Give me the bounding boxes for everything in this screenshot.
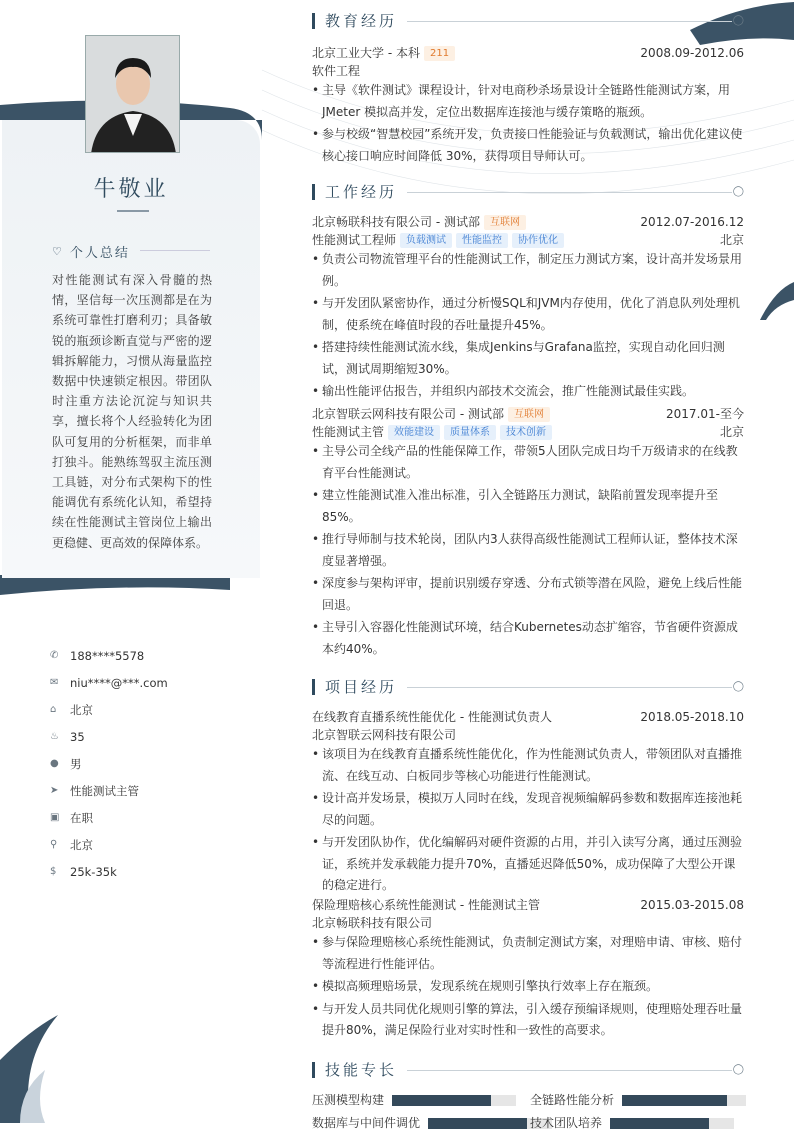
list-item: • 与开发团队协作，优化编解码对硬件资源的占用，并引入读写分离，通过压测验证，系统并发承载能力提升70%，直播延迟降低50%，成功保障了大型公开课的稳定进行。 <box>312 832 744 897</box>
project-company: 北京智联云网科技有限公司 <box>312 728 457 742</box>
list-item: • 模拟高频理赔场景，发现系统在规则引擎执行效率上存在瓶颈。 <box>312 976 744 998</box>
list-item: • 深度参与架构评审，提前识别缓存穿透、分布式锁等潜在风险，避免上线后性能回退。 <box>312 573 744 616</box>
skill-bar <box>622 1095 746 1106</box>
skill-tag: 协作优化 <box>512 233 564 248</box>
lightbulb-icon: ♡ <box>52 245 64 258</box>
contact-info <box>50 642 168 885</box>
gender-icon: ● <box>50 758 59 769</box>
list-item: • 输出性能评估报告，并组织内部技术交流会，推广性能测试最佳实践。 <box>312 381 744 403</box>
skill-name: 全链路性能分析 <box>530 1093 615 1107</box>
summary-heading: ♡ 个人总结 <box>52 245 130 261</box>
send-icon: ➤ <box>50 785 59 796</box>
education-list <box>312 80 744 168</box>
info-text: 性能测试主管 <box>70 783 139 798</box>
project-date: 2018.05-2018.10 <box>640 710 744 724</box>
list-item: • 主导公司全线产品的性能保障工作，带领5人团队完成日均千万级请求的在线教育平台性能测试。 <box>312 441 744 484</box>
work-city: 北京 <box>719 425 744 439</box>
home-icon: ⌂ <box>50 704 57 715</box>
info-row <box>50 750 168 777</box>
tag-badge: 互联网 <box>484 215 526 230</box>
skill-bar-fill <box>392 1095 491 1106</box>
section-education: 教育经历 ◯ <box>312 10 744 32</box>
skill-tag: 效能建设 <box>388 425 440 440</box>
skill-name: 技术团队培养 <box>530 1116 603 1130</box>
work-role-row <box>312 423 744 441</box>
skill-bar-fill <box>610 1118 709 1129</box>
info-row <box>50 696 168 723</box>
project-header <box>312 896 744 914</box>
section-project: 项目经历 ◯ <box>312 676 744 698</box>
pin-icon: ◯ <box>732 186 744 197</box>
info-text: 北京 <box>70 837 93 852</box>
person-name: 牛敬业 <box>93 177 169 202</box>
work-list <box>312 441 744 661</box>
pin-icon: ◯ <box>732 15 744 26</box>
info-text: niu****@***.com <box>70 675 168 690</box>
list-item: • 与开发人员共同优化规则引擎的算法，引入缓存预编译规则，使理赔处理吞吐量提升80%，满足保险行业对实时性和一致性的高要求。 <box>312 999 744 1042</box>
list-item: • 与开发团队紧密协作，通过分析慢SQL和JVM内存使用，优化了消息队列处理机制，使系统在峰值时段的吞吐量提升45%。 <box>312 293 744 336</box>
list-item: • 该项目为在线教育直播系统性能优化，作为性能测试负责人，带领团队对直播推流、在线互动、白板同步等核心功能进行性能测试。 <box>312 744 744 787</box>
summary-divider <box>140 250 210 251</box>
info-row <box>50 723 168 750</box>
profile-photo <box>85 35 180 153</box>
project-header <box>312 708 744 726</box>
work-list <box>312 249 744 404</box>
skill-bar <box>610 1118 734 1129</box>
project-list <box>312 932 744 1043</box>
pin-icon: ◯ <box>732 1064 744 1075</box>
mail-icon: ✉ <box>50 677 59 688</box>
project-title: 在线教育直播系统性能优化 - 性能测试负责人 <box>312 710 552 724</box>
cake-icon: ♨ <box>50 731 59 742</box>
info-text: 在职 <box>70 810 93 825</box>
info-text: 北京 <box>70 702 93 717</box>
job-role: 性能测试工程师 <box>312 233 397 247</box>
list-item: • 建立性能测试准入准出标准，引入全链路压力测试，缺陷前置发现率提升至85%。 <box>312 485 744 528</box>
tag-badge: 211 <box>424 46 455 61</box>
work-header <box>312 405 744 423</box>
info-row <box>50 642 168 669</box>
info-text: 188****5578 <box>70 648 145 663</box>
info-row <box>50 777 168 804</box>
location-icon: ⚲ <box>50 839 58 850</box>
job-role: 性能测试主管 <box>312 425 385 439</box>
skill-name: 压测模型构建 <box>312 1093 385 1107</box>
work-city: 北京 <box>719 233 744 247</box>
list-item: • 参与校级“智慧校园”系统开发，负责接口性能验证与负载测试，输出优化建议使核心接口响应时间降低 30%，获得项目导师认可。 <box>312 124 744 167</box>
info-row <box>50 669 168 696</box>
education-date: 2008.09-2012.06 <box>640 46 744 60</box>
education-header: 北京工业大学 - 本科 211 2008.09-2012.06 <box>312 46 744 60</box>
list-item: • 设计高并发场景，模拟万人同时在线，发现音视频编解码参数和数据库连接池耗尽的问题。 <box>312 788 744 831</box>
info-row <box>50 831 168 858</box>
education-major: 软件工程 <box>312 64 361 78</box>
list-item: • 推行导师制与技术轮岗，团队内3人获得高级性能测试工程师认证，整体技术深度显著增强。 <box>312 529 744 572</box>
tag-badge: 互联网 <box>508 407 550 422</box>
info-text: 男 <box>70 756 82 771</box>
project-title: 保险理赔核心系统性能测试 - 性能测试主管 <box>312 898 540 912</box>
work-role-row <box>312 231 744 249</box>
info-text: 35 <box>70 729 85 744</box>
skill-name: 数据库与中间件调优 <box>312 1116 421 1130</box>
name-divider <box>117 210 149 212</box>
list-item: • 负责公司物流管理平台的性能测试工作，制定压力测试方案，设计高并发场景用例。 <box>312 249 744 292</box>
list-item: • 主导《软件测试》课程设计，针对电商秒杀场景设计全链路性能测试方案，用JMeter 模拟高并发，定位出数据库连接池与缓存策略的瓶颈。 <box>312 80 744 123</box>
pin-icon: ◯ <box>732 681 744 692</box>
project-date: 2015.03-2015.08 <box>640 898 744 912</box>
summary-text: 对性能测试有深入骨髓的热情，坚信每一次压测都是在为系统可靠性打磨利刃；具备敏锐的瓶颈诊断直觉与严密的逻辑拆解能力，习惯从海量监控数据中快速锁定根因。带团队时注重方法论沉淀与知识共享，擅长将个人经验转化为团队可复用的分析框架，而非单打独斗。能熟练驾驭主流压测工具链，对分布式架构下的性能调优有系统化认知，希望持续在性能测试主管岗位上输出更稳健、更高效的保障体系。 <box>52 273 212 550</box>
info-row <box>50 804 168 831</box>
skill-bar <box>392 1095 516 1106</box>
work-header <box>312 213 744 231</box>
project-list <box>312 744 744 898</box>
list-item: • 搭建持续性能测试流水线，集成Jenkins与Grafana监控，实现自动化回归测试，测试周期缩短30%。 <box>312 337 744 380</box>
list-item: • 主导引入容器化性能测试环境，结合Kubernetes动态扩缩容，节省硬件资源成本约40%。 <box>312 617 744 660</box>
company-title: 北京畅联科技有限公司 - 测试部 <box>312 215 480 229</box>
work-date: 2017.01-至今 <box>666 407 744 421</box>
skill-tag: 技术创新 <box>500 425 552 440</box>
work-date: 2012.07-2016.12 <box>640 215 744 229</box>
phone-icon: ✆ <box>50 650 59 661</box>
project-company: 北京畅联科技有限公司 <box>312 916 433 930</box>
list-item: • 参与保险理赔核心系统性能测试，负责制定测试方案，对理赔申请、审核、赔付等流程进行性能评估。 <box>312 932 744 975</box>
section-skills: 技能专长 ◯ <box>312 1059 744 1081</box>
briefcase-icon: ▣ <box>50 812 60 823</box>
section-work: 工作经历 ◯ <box>312 181 744 203</box>
skill-bar-fill <box>428 1118 527 1129</box>
skill-tag: 质量体系 <box>444 425 496 440</box>
skill-bar-fill <box>622 1095 727 1106</box>
salary-icon: $ <box>50 866 57 877</box>
skill-tag: 性能监控 <box>456 233 508 248</box>
info-text: 25k-35k <box>70 864 117 879</box>
company-title: 北京智联云网科技有限公司 - 测试部 <box>312 407 504 421</box>
skill-tag: 负载测试 <box>400 233 452 248</box>
info-row <box>50 858 168 885</box>
